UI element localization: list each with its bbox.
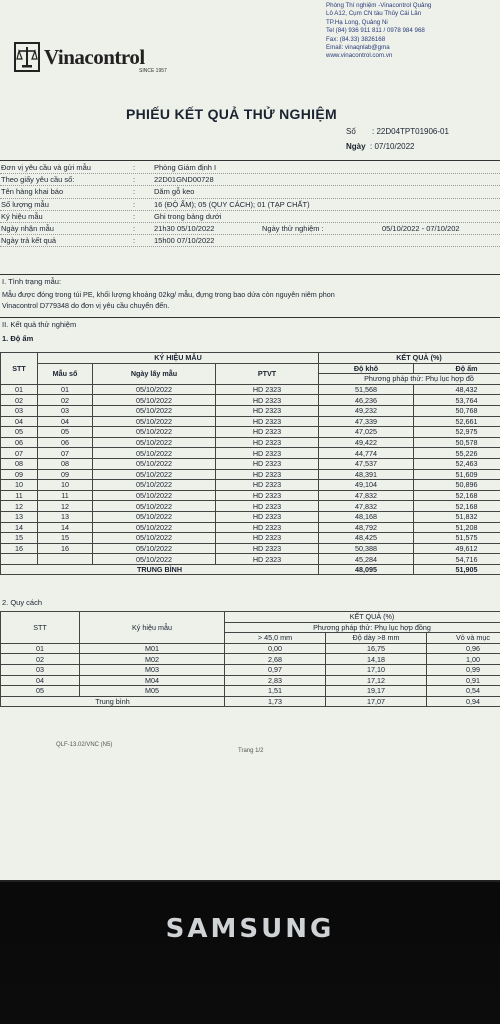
table-cell: 52,463 <box>414 458 500 469</box>
th-stt: STT <box>1 612 80 644</box>
table-cell: 08 <box>38 458 93 469</box>
table-cell: HD 2323 <box>216 469 319 480</box>
table-cell: 14,18 <box>326 654 427 665</box>
info-label: Đơn vị yêu cầu và gửi mẫu <box>1 163 91 172</box>
th-stt: STT <box>1 353 38 385</box>
table-cell <box>38 554 93 565</box>
info-colon: : <box>133 187 136 197</box>
table-cell: 47,025 <box>319 427 414 438</box>
contact-line: Fax: (84.33) 3826168 <box>326 35 386 43</box>
table-cell: 06 <box>1 437 38 448</box>
th-dry: Độ khô <box>319 363 414 374</box>
moisture-row <box>1 554 500 565</box>
table-cell: 14 <box>1 522 38 533</box>
page-number: Trang 1/2 <box>238 748 264 754</box>
table-cell: 50,388 <box>319 543 414 554</box>
avg-value: 17,07 <box>326 696 427 707</box>
th-method: Phương pháp thử: Phụ lục hợp đồ <box>319 374 500 385</box>
moisture-row <box>1 405 500 416</box>
table-cell: HD 2323 <box>216 405 319 416</box>
info-colon: : <box>133 223 136 233</box>
table-cell: 2,68 <box>225 654 326 665</box>
table-cell: HD 2323 <box>216 522 319 533</box>
table-cell: 04 <box>1 416 38 427</box>
info-colon: : <box>133 236 136 246</box>
table-cell: 13 <box>38 511 93 522</box>
logo-name: Vinacontrol <box>44 44 145 69</box>
table-cell: 05/10/2022 <box>93 501 216 512</box>
table-cell: 45,284 <box>319 554 414 565</box>
table-cell: 02 <box>1 395 38 406</box>
moisture-row <box>1 416 500 427</box>
th-sampling-date: Ngày lấy mẫu <box>93 363 216 384</box>
table-cell: 52,168 <box>414 490 500 501</box>
table-cell: 10 <box>38 480 93 491</box>
avg-value: 1,73 <box>225 696 326 707</box>
table-cell: HD 2323 <box>216 448 319 459</box>
table-cell: 48,792 <box>319 522 414 533</box>
info-value: 22D01GND00728 <box>154 175 214 185</box>
table-cell: 46,236 <box>319 395 414 406</box>
info-value: Phòng Giám định I <box>154 163 217 172</box>
th-bark: Vỏ và mục <box>427 633 500 644</box>
report-title: PHIẾU KẾT QUẢ THỬ NGHIỆM <box>126 106 337 122</box>
section-sample-status: I. Tình trạng mẫu: <box>2 277 62 286</box>
table-cell: 1,00 <box>427 654 500 665</box>
info-colon: : <box>133 175 136 185</box>
table-cell: 49,104 <box>319 480 414 491</box>
table-cell: 48,425 <box>319 533 414 544</box>
moisture-row <box>1 384 500 395</box>
moisture-row <box>1 543 500 554</box>
spec-row <box>1 643 500 654</box>
info-value: 15h00 07/10/2022 <box>154 236 215 246</box>
table-cell: 01 <box>38 384 93 395</box>
section-results: II. Kết quả thử nghiệm <box>2 320 77 329</box>
info-label: Tên hàng khai báo <box>1 187 64 197</box>
table-cell: 11 <box>38 490 93 501</box>
moisture-row <box>1 458 500 469</box>
info-row <box>0 186 500 198</box>
table-cell: 51,208 <box>414 522 500 533</box>
contact-line: Phòng Thí nghiệm -Vinacontrol Quảng <box>326 2 432 9</box>
table-cell: 0,97 <box>225 664 326 675</box>
info-block <box>0 162 500 247</box>
subsection-moisture: 1. Độ ẩm <box>2 334 34 343</box>
th-result: KẾT QUẢ (%) <box>225 612 500 623</box>
moisture-row <box>1 533 500 544</box>
table-cell: 0,91 <box>427 675 500 686</box>
table-cell: 05/10/2022 <box>93 480 216 491</box>
table-cell: 0,00 <box>225 643 326 654</box>
table-cell: 47,339 <box>319 416 414 427</box>
table-cell: 06 <box>38 437 93 448</box>
table-cell: 17,12 <box>326 675 427 686</box>
info-colon: : <box>133 199 136 209</box>
table-cell <box>1 554 38 565</box>
avg-moisture: 51,905 <box>414 564 500 575</box>
table-cell: HD 2323 <box>216 490 319 501</box>
table-cell: 49,232 <box>319 405 414 416</box>
th-sample-id: Ký hiệu mẫu <box>80 612 225 644</box>
moisture-row <box>1 395 500 406</box>
info-label: Ngày trả kết quả <box>1 236 57 246</box>
avg-label: TRUNG BÌNH <box>1 564 319 575</box>
table-cell: HD 2323 <box>216 501 319 512</box>
moisture-row <box>1 480 500 491</box>
info-row <box>0 223 500 235</box>
table-cell: 54,716 <box>414 554 500 565</box>
table-cell: 1,51 <box>225 686 326 697</box>
subsection-spec: 2. Quy cách <box>2 598 43 607</box>
info-row <box>0 199 500 211</box>
avg-dry: 48,095 <box>319 564 414 575</box>
report-date-label: Ngày <box>346 142 366 151</box>
table-cell: 05/10/2022 <box>93 427 216 438</box>
table-cell: 48,168 <box>319 511 414 522</box>
avg-label: Trung bình <box>1 696 225 707</box>
table-cell: HD 2323 <box>216 395 319 406</box>
table-cell: 50,768 <box>414 405 500 416</box>
th-method: Phương pháp thử: Phụ lục hợp đồng <box>225 622 500 633</box>
note-line: Vinacontrol D779348 do đơn vị yêu cầu chuyển đến. <box>2 301 170 310</box>
info-row <box>0 211 500 223</box>
sample-note <box>2 289 500 311</box>
info-value: Ghi trong bảng dưới <box>154 211 222 221</box>
note-line: Mẫu được đóng trong túi PE, khối lượng khoảng 02kg/ mẫu, đựng trong bao dứa còn nguyên niêm phon <box>2 290 335 299</box>
table-cell: 14 <box>38 522 93 533</box>
info-row <box>0 235 500 247</box>
table-cell: M05 <box>80 686 225 697</box>
info-label: Ngày nhận mẫu <box>1 223 54 233</box>
info-label: Số lượng mẫu <box>1 199 49 209</box>
info-row <box>0 174 500 186</box>
test-date-label: Ngày thử nghiệm : <box>262 223 324 233</box>
table-cell: HD 2323 <box>216 458 319 469</box>
table-cell: 16 <box>38 543 93 554</box>
table-cell: 0,54 <box>427 686 500 697</box>
table-cell: 11 <box>1 490 38 501</box>
table-cell: 07 <box>1 448 38 459</box>
table-cell: 02 <box>38 395 93 406</box>
table-cell: 05/10/2022 <box>93 395 216 406</box>
test-date-value: 05/10/2022 - 07/10/202 <box>382 223 460 233</box>
table-cell: HD 2323 <box>216 554 319 565</box>
table-cell: HD 2323 <box>216 533 319 544</box>
table-cell: M03 <box>80 664 225 675</box>
table-cell: 05/10/2022 <box>93 384 216 395</box>
table-cell: 05/10/2022 <box>93 448 216 459</box>
table-cell: 05/10/2022 <box>93 469 216 480</box>
table-cell: 10 <box>1 480 38 491</box>
spec-average-row <box>1 696 500 707</box>
spec-row <box>1 664 500 675</box>
table-cell: 01 <box>1 384 38 395</box>
info-row <box>0 162 500 174</box>
th-result: KẾT QUẢ (%) <box>319 353 500 364</box>
table-cell: 49,612 <box>414 543 500 554</box>
spec-row <box>1 686 500 697</box>
table-cell: 55,226 <box>414 448 500 459</box>
th-vessel: PTVT <box>216 363 319 384</box>
divider <box>0 317 500 318</box>
table-cell: 52,168 <box>414 501 500 512</box>
moisture-row <box>1 437 500 448</box>
table-cell: HD 2323 <box>216 384 319 395</box>
moisture-row <box>1 490 500 501</box>
table-cell: 49,422 <box>319 437 414 448</box>
info-colon: : <box>133 163 136 172</box>
table-cell: 03 <box>1 405 38 416</box>
table-cell: 2,83 <box>225 675 326 686</box>
table-cell: 01 <box>1 643 80 654</box>
spec-row <box>1 654 500 665</box>
table-cell: 07 <box>38 448 93 459</box>
info-colon: : <box>133 211 136 221</box>
table-cell: 16 <box>1 543 38 554</box>
table-cell: 50,896 <box>414 480 500 491</box>
table-cell: M04 <box>80 675 225 686</box>
spec-row <box>1 675 500 686</box>
table-cell: HD 2323 <box>216 480 319 491</box>
th-thickness: Độ dày >8 mm <box>326 633 427 644</box>
moisture-table <box>0 352 500 575</box>
table-cell: 51,575 <box>414 533 500 544</box>
th-oversize: > 45,0 mm <box>225 633 326 644</box>
divider <box>0 160 500 161</box>
table-cell: 0,96 <box>427 643 500 654</box>
vinacontrol-logo <box>14 42 145 72</box>
table-cell: 05/10/2022 <box>93 490 216 501</box>
info-value: 21h30 05/10/2022 <box>154 223 215 233</box>
moisture-row <box>1 448 500 459</box>
table-cell: 09 <box>38 469 93 480</box>
lab-contact <box>326 2 500 61</box>
contact-line: Email: vinaqnlab@gma <box>326 44 390 52</box>
info-value: 16 (ĐỘ ẨM); 05 (QUY CÁCH); 01 (TẠP CHẤT) <box>154 199 310 209</box>
moisture-row <box>1 469 500 480</box>
table-cell: M01 <box>80 643 225 654</box>
contact-line: Lô A12, Cụm CN tàu Thủy Cái Lân <box>326 10 422 18</box>
moisture-average-row <box>1 564 500 575</box>
table-cell: 05/10/2022 <box>93 511 216 522</box>
table-cell: 53,764 <box>414 395 500 406</box>
th-moisture: Độ ẩm <box>414 363 500 374</box>
table-cell: 44,774 <box>319 448 414 459</box>
table-cell: 05/10/2022 <box>93 533 216 544</box>
moisture-row <box>1 511 500 522</box>
table-cell: HD 2323 <box>216 416 319 427</box>
avg-value: 0,94 <box>427 696 500 707</box>
table-cell: 15 <box>38 533 93 544</box>
spec-table-body <box>1 643 500 696</box>
moisture-row <box>1 522 500 533</box>
table-cell: 05/10/2022 <box>93 522 216 533</box>
monitor-brand-logo: SAMSUNG <box>165 914 335 944</box>
report-number: : 22D04TPT01906-01 <box>372 127 449 136</box>
table-cell: 12 <box>1 501 38 512</box>
table-cell: 52,661 <box>414 416 500 427</box>
table-cell: 48,391 <box>319 469 414 480</box>
logo-since: SINCE 1957 <box>139 68 167 74</box>
table-cell: 47,537 <box>319 458 414 469</box>
table-cell: 48,432 <box>414 384 500 395</box>
contact-line: TP.Hạ Long, Quảng Ni <box>326 18 388 26</box>
table-cell: 13 <box>1 511 38 522</box>
table-cell: 51,568 <box>319 384 414 395</box>
table-cell: 05/10/2022 <box>93 458 216 469</box>
contact-line: www.vinacontrol.com.vn <box>326 52 393 60</box>
moisture-row <box>1 501 500 512</box>
th-sample-id: KÝ HIỆU MẪU <box>38 353 319 364</box>
table-cell: M02 <box>80 654 225 665</box>
contact-line: Tel (84) 936 911 811 / 0978 984 968 <box>326 27 425 35</box>
table-cell: 05/10/2022 <box>93 554 216 565</box>
table-cell: 04 <box>38 416 93 427</box>
table-cell: 0,99 <box>427 664 500 675</box>
divider <box>0 274 500 275</box>
table-cell: HD 2323 <box>216 511 319 522</box>
form-code: QLF-13.02/VNC (N5) <box>56 742 113 748</box>
table-cell: 05/10/2022 <box>93 405 216 416</box>
table-cell: 19,17 <box>326 686 427 697</box>
table-cell: HD 2323 <box>216 543 319 554</box>
table-cell: 12 <box>38 501 93 512</box>
table-cell: 51,832 <box>414 511 500 522</box>
report-number-label: Số <box>346 127 356 136</box>
table-cell: 52,975 <box>414 427 500 438</box>
table-cell: 02 <box>1 654 80 665</box>
table-cell: 03 <box>38 405 93 416</box>
table-cell: 05 <box>1 427 38 438</box>
info-label: Theo giấy yêu cầu số: <box>1 175 75 185</box>
table-cell: 09 <box>1 469 38 480</box>
table-cell: HD 2323 <box>216 437 319 448</box>
table-cell: 05 <box>1 686 80 697</box>
table-cell: 03 <box>1 664 80 675</box>
table-cell: 08 <box>1 458 38 469</box>
spec-table <box>0 611 500 707</box>
table-cell: 15 <box>1 533 38 544</box>
report-date: : 07/10/2022 <box>370 142 415 151</box>
table-cell: 51,609 <box>414 469 500 480</box>
table-cell: HD 2323 <box>216 427 319 438</box>
table-cell: 17,10 <box>326 664 427 675</box>
th-sample-no: Mẫu số <box>38 363 93 384</box>
table-cell: 05 <box>38 427 93 438</box>
table-cell: 04 <box>1 675 80 686</box>
moisture-table-body <box>1 384 500 564</box>
info-value: Dăm gỗ keo <box>154 187 195 197</box>
table-cell: 05/10/2022 <box>93 437 216 448</box>
table-cell: 05/10/2022 <box>93 543 216 554</box>
info-label: Ký hiệu mẫu <box>1 211 43 221</box>
table-cell: 16,75 <box>326 643 427 654</box>
scales-logo-icon <box>14 42 40 72</box>
table-cell: 47,832 <box>319 501 414 512</box>
table-cell: 50,578 <box>414 437 500 448</box>
moisture-row <box>1 427 500 438</box>
table-cell: 05/10/2022 <box>93 416 216 427</box>
table-cell: 47,832 <box>319 490 414 501</box>
